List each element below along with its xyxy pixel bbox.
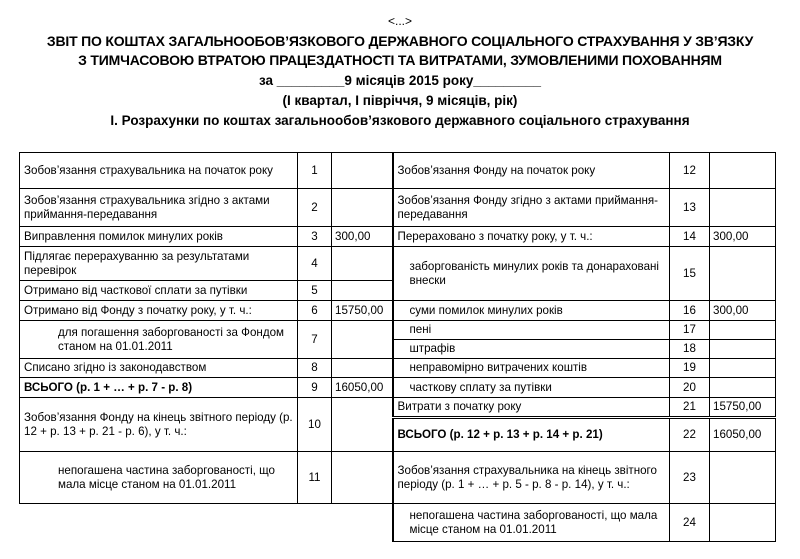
row-value: 16050,00 [710, 418, 776, 452]
section-marker: <...> [387, 14, 413, 28]
row-number: 7 [298, 321, 332, 359]
row-value [710, 452, 776, 504]
row-number: 15 [670, 247, 710, 301]
row-value [332, 321, 393, 359]
row-label: Зобов’язання Фонду згідно з актами приймання-передавання [393, 189, 670, 227]
table-row [20, 189, 776, 227]
row-number: 19 [670, 359, 710, 378]
row-value: 300,00 [710, 227, 776, 247]
row-value: 15750,00 [710, 398, 776, 418]
report-period-note: (I квартал, I півріччя, 9 місяців, рік) [282, 93, 518, 108]
row-number: 4 [298, 247, 332, 281]
section-title: I. Розрахунки по коштах загальнообов’язкового державного соціального страхування [110, 113, 690, 128]
row-label: пені [393, 321, 670, 340]
table-row [20, 301, 776, 321]
row-number: 21 [670, 398, 710, 418]
table-row [20, 227, 776, 247]
row-value: 300,00 [332, 227, 393, 247]
row-label: Зобов’язання Фонду на початок року [393, 153, 670, 189]
settlements-table [19, 152, 776, 542]
row-value [710, 504, 776, 542]
row-number: 6 [298, 301, 332, 321]
row-label: Витрати з початку року [393, 398, 670, 418]
row-value [332, 153, 393, 189]
row-number: 18 [670, 340, 710, 359]
row-value [332, 189, 393, 227]
row-label: ВСЬОГО (р. 1 + … + р. 7 - р. 8) [20, 378, 298, 398]
row-label: суми помилок минулих років [393, 301, 670, 321]
row-value [710, 321, 776, 340]
row-value: 15750,00 [332, 301, 393, 321]
row-value [332, 247, 393, 281]
row-label: для погашення заборгованості за Фондом станом на 01.01.2011 [20, 321, 298, 359]
row-label: Зобов’язання страхувальника на початок року [20, 153, 298, 189]
row-number: 10 [298, 398, 332, 452]
table-row [20, 247, 776, 281]
row-value [332, 281, 393, 301]
row-label: непогашена частина заборгованості, що мала місце станом на 01.01.2011 [20, 452, 298, 504]
row-value [710, 189, 776, 227]
row-number: 3 [298, 227, 332, 247]
report-period: за _________9 місяців 2015 року_________ [259, 73, 541, 88]
row-label: Отримано від Фонду з початку року, у т. ч.: [20, 301, 298, 321]
row-number: 17 [670, 321, 710, 340]
row-label: заборгованість минулих років та донараховані внески [393, 247, 670, 301]
row-value [332, 398, 393, 452]
row-value [710, 247, 776, 301]
row-number: 20 [670, 378, 710, 398]
row-value [332, 359, 393, 378]
table-row [20, 398, 776, 418]
row-number: 23 [670, 452, 710, 504]
row-value [710, 153, 776, 189]
row-label: часткову сплату за путівки [393, 378, 670, 398]
row-label: Виправлення помилок минулих років [20, 227, 298, 247]
row-label: Підлягає перерахуванню за результатами перевірок [20, 247, 298, 281]
report-title-line1: ЗВІТ ПО КОШТАХ ЗАГАЛЬНООБОВ’ЯЗКОВОГО ДЕРЖАВНОГО СОЦІАЛЬНОГО СТРАХУВАННЯ У ЗВ’ЯЗКУ [46, 33, 754, 49]
table-row [20, 153, 776, 189]
row-number: 14 [670, 227, 710, 247]
row-number: 13 [670, 189, 710, 227]
row-number: 12 [670, 153, 710, 189]
row-label: Списано згідно із законодавством [20, 359, 298, 378]
row-label: Зобов’язання страхувальника на кінець звітного періоду (р. 1 + … + р. 5 - р. 8 - р. 14), у т. ч.: [393, 452, 670, 504]
row-value [332, 452, 393, 504]
table-row [20, 359, 776, 378]
row-number: 11 [298, 452, 332, 504]
row-value [710, 378, 776, 398]
row-number: 22 [670, 418, 710, 452]
table-row [20, 321, 776, 340]
row-label: Отримано від часткової сплати за путівки [20, 281, 298, 301]
row-label: Зобов’язання Фонду на кінець звітного періоду (р. 12 + р. 13 + р. 21 - р. 6), у т. ч.: [20, 398, 298, 452]
table-row [20, 504, 776, 542]
row-value: 300,00 [710, 301, 776, 321]
table-row [20, 452, 776, 504]
table-row [20, 378, 776, 398]
row-value [710, 359, 776, 378]
row-label: Зобов’язання страхувальника згідно з актами приймання-передавання [20, 189, 298, 227]
row-label: непогашена частина заборгованості, що мала місце станом на 01.01.2011 [393, 504, 670, 542]
row-label: ВСЬОГО (р. 12 + р. 13 + р. 14 + р. 21) [393, 418, 670, 452]
row-number: 24 [670, 504, 710, 542]
row-label: неправомірно витрачених коштів [393, 359, 670, 378]
row-number: 16 [670, 301, 710, 321]
report-title-line2: З ТИМЧАСОВОЮ ВТРАТОЮ ПРАЦЕЗДАТНОСТІ ТА ВИТРАТАМИ, ЗУМОВЛЕНИМИ ПОХОВАННЯМ [78, 52, 722, 68]
row-number: 1 [298, 153, 332, 189]
row-number: 2 [298, 189, 332, 227]
row-label: Перераховано з початку року, у т. ч.: [393, 227, 670, 247]
row-number: 9 [298, 378, 332, 398]
row-number: 8 [298, 359, 332, 378]
row-number: 5 [298, 281, 332, 301]
row-label: штрафів [393, 340, 670, 359]
row-value [710, 340, 776, 359]
row-value: 16050,00 [332, 378, 393, 398]
